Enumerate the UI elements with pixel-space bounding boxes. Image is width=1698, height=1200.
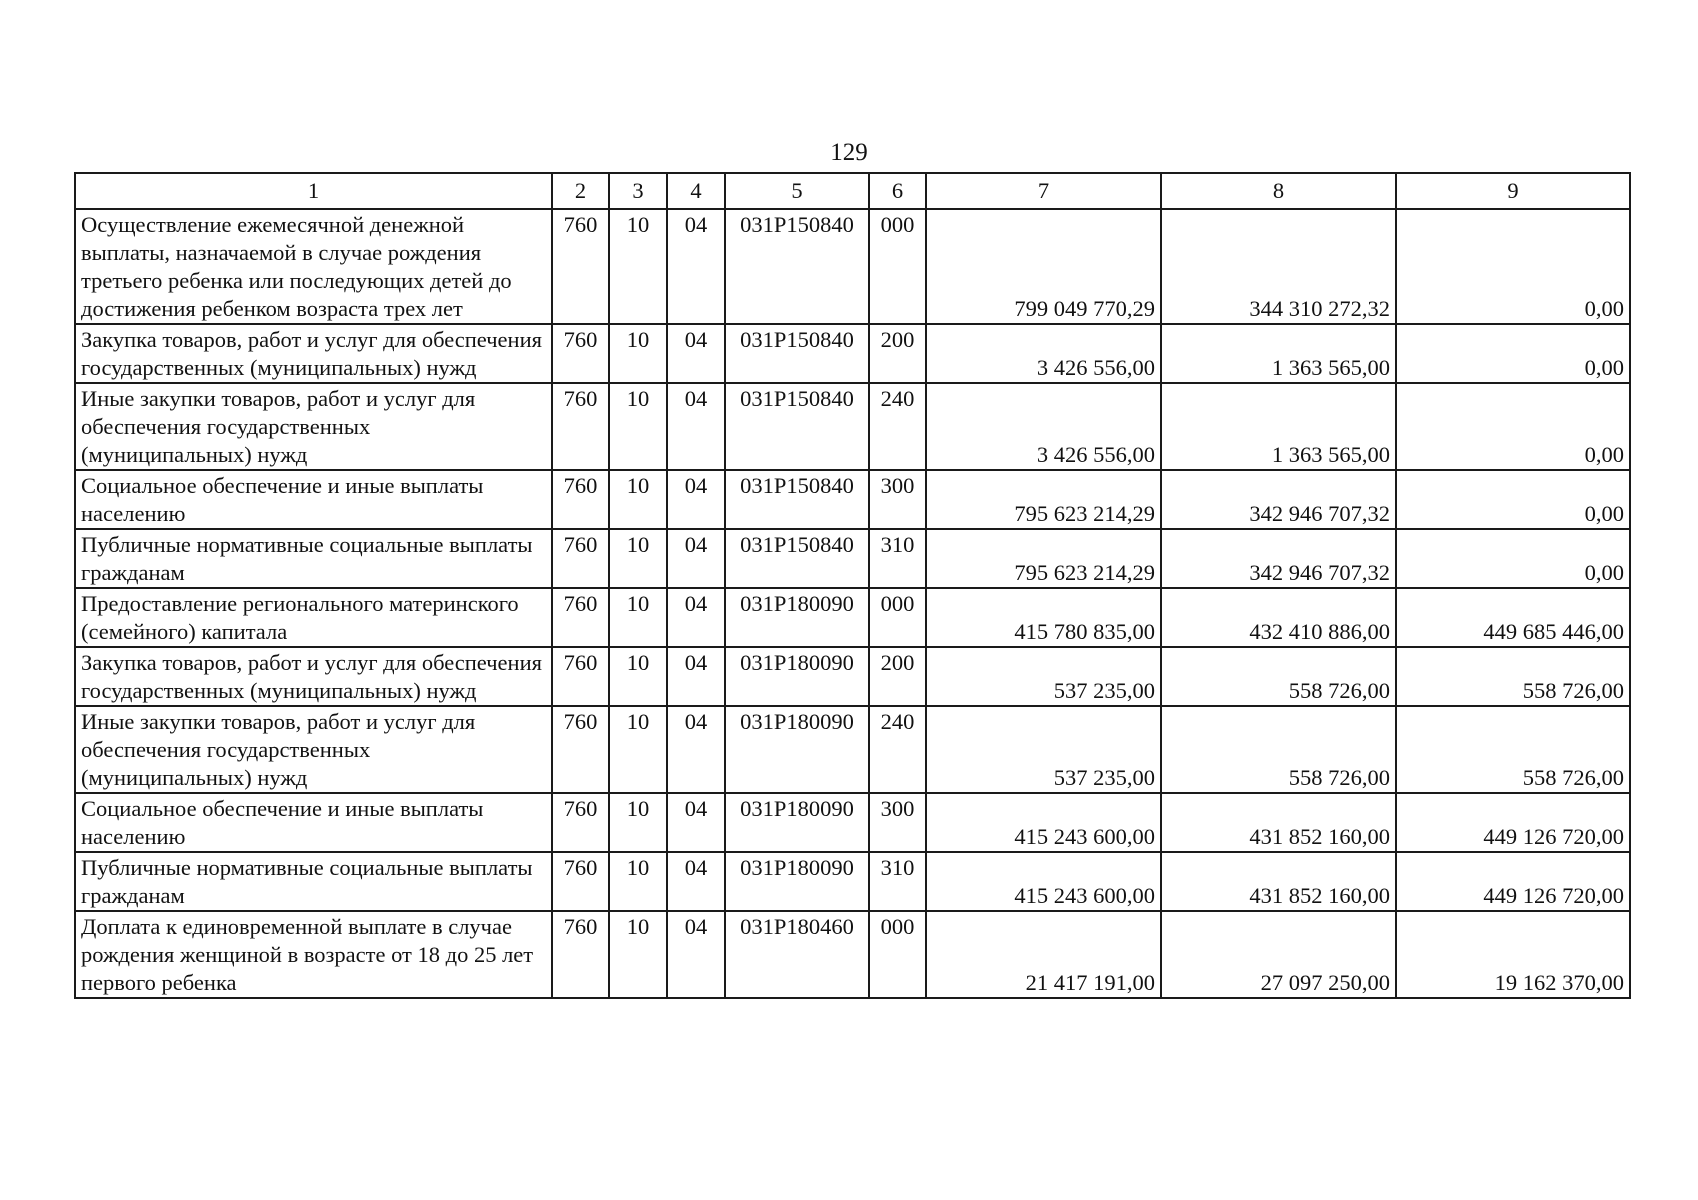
expense-type-code: 310 <box>869 529 926 588</box>
ministry-code: 760 <box>552 529 609 588</box>
ministry-code: 760 <box>552 793 609 852</box>
amount-col8: 431 852 160,00 <box>1161 852 1396 911</box>
header-cell: 3 <box>609 173 667 209</box>
expense-type-code: 200 <box>869 647 926 706</box>
section-code: 10 <box>609 324 667 383</box>
target-article-code: 031Р180090 <box>725 793 869 852</box>
ministry-code: 760 <box>552 383 609 470</box>
table-row <box>75 852 1630 911</box>
section-code: 10 <box>609 852 667 911</box>
expense-type-code: 240 <box>869 706 926 793</box>
amount-col7: 537 235,00 <box>926 647 1161 706</box>
amount-col7: 3 426 556,00 <box>926 324 1161 383</box>
header-cell: 7 <box>926 173 1161 209</box>
subsection-code: 04 <box>667 911 725 998</box>
header-cell: 4 <box>667 173 725 209</box>
target-article-code: 031Р180090 <box>725 647 869 706</box>
amount-col9: 0,00 <box>1396 470 1630 529</box>
header-cell: 1 <box>75 173 552 209</box>
subsection-code: 04 <box>667 383 725 470</box>
amount-col8: 344 310 272,32 <box>1161 209 1396 324</box>
table-row <box>75 706 1630 793</box>
amount-col9: 19 162 370,00 <box>1396 911 1630 998</box>
target-article-code: 031Р180090 <box>725 852 869 911</box>
amount-col7: 415 780 835,00 <box>926 588 1161 647</box>
expense-name: Социальное обеспечение и иные выплаты населению <box>75 793 552 852</box>
amount-col7: 3 426 556,00 <box>926 383 1161 470</box>
subsection-code: 04 <box>667 470 725 529</box>
budget-table <box>74 172 1631 999</box>
table-row <box>75 324 1630 383</box>
ministry-code: 760 <box>552 324 609 383</box>
section-code: 10 <box>609 911 667 998</box>
target-article-code: 031Р150840 <box>725 383 869 470</box>
subsection-code: 04 <box>667 852 725 911</box>
amount-col7: 537 235,00 <box>926 706 1161 793</box>
target-article-code: 031Р180090 <box>725 588 869 647</box>
header-cell: 9 <box>1396 173 1630 209</box>
section-code: 10 <box>609 793 667 852</box>
section-code: 10 <box>609 209 667 324</box>
expense-name: Социальное обеспечение и иные выплаты населению <box>75 470 552 529</box>
target-article-code: 031Р180460 <box>725 911 869 998</box>
ministry-code: 760 <box>552 706 609 793</box>
subsection-code: 04 <box>667 209 725 324</box>
amount-col9: 558 726,00 <box>1396 647 1630 706</box>
amount-col7: 795 623 214,29 <box>926 470 1161 529</box>
expense-name: Публичные нормативные социальные выплаты гражданам <box>75 529 552 588</box>
section-code: 10 <box>609 588 667 647</box>
amount-col9: 449 126 720,00 <box>1396 793 1630 852</box>
table-row <box>75 529 1630 588</box>
expense-type-code: 240 <box>869 383 926 470</box>
expense-name: Публичные нормативные социальные выплаты гражданам <box>75 852 552 911</box>
subsection-code: 04 <box>667 529 725 588</box>
amount-col7: 415 243 600,00 <box>926 852 1161 911</box>
table-row <box>75 588 1630 647</box>
subsection-code: 04 <box>667 588 725 647</box>
amount-col9: 0,00 <box>1396 529 1630 588</box>
target-article-code: 031Р150840 <box>725 209 869 324</box>
section-code: 10 <box>609 529 667 588</box>
section-code: 10 <box>609 470 667 529</box>
expense-type-code: 200 <box>869 324 926 383</box>
amount-col8: 558 726,00 <box>1161 706 1396 793</box>
header-cell: 6 <box>869 173 926 209</box>
subsection-code: 04 <box>667 706 725 793</box>
amount-col8: 431 852 160,00 <box>1161 793 1396 852</box>
amount-col7: 795 623 214,29 <box>926 529 1161 588</box>
section-code: 10 <box>609 383 667 470</box>
amount-col9: 449 685 446,00 <box>1396 588 1630 647</box>
header-row <box>75 173 1630 209</box>
amount-col8: 342 946 707,32 <box>1161 470 1396 529</box>
page-number: 129 <box>830 139 868 166</box>
amount-col7: 415 243 600,00 <box>926 793 1161 852</box>
ministry-code: 760 <box>552 911 609 998</box>
expense-name: Иные закупки товаров, работ и услуг для обеспечения государственных (муниципальных) нужд <box>75 383 552 470</box>
amount-col9: 558 726,00 <box>1396 706 1630 793</box>
expense-type-code: 000 <box>869 588 926 647</box>
subsection-code: 04 <box>667 793 725 852</box>
table-row <box>75 209 1630 324</box>
table-row <box>75 647 1630 706</box>
ministry-code: 760 <box>552 470 609 529</box>
table-row <box>75 383 1630 470</box>
target-article-code: 031Р150840 <box>725 324 869 383</box>
ministry-code: 760 <box>552 209 609 324</box>
table-row <box>75 911 1630 998</box>
expense-name: Иные закупки товаров, работ и услуг для обеспечения государственных (муниципальных) нужд <box>75 706 552 793</box>
table-row <box>75 793 1630 852</box>
amount-col8: 558 726,00 <box>1161 647 1396 706</box>
expense-type-code: 000 <box>869 911 926 998</box>
section-code: 10 <box>609 647 667 706</box>
expense-name: Закупка товаров, работ и услуг для обеспечения государственных (муниципальных) нужд <box>75 324 552 383</box>
target-article-code: 031Р150840 <box>725 529 869 588</box>
amount-col8: 1 363 565,00 <box>1161 383 1396 470</box>
expense-type-code: 300 <box>869 470 926 529</box>
amount-col9: 0,00 <box>1396 324 1630 383</box>
expense-type-code: 310 <box>869 852 926 911</box>
expense-name: Закупка товаров, работ и услуг для обеспечения государственных (муниципальных) нужд <box>75 647 552 706</box>
amount-col8: 342 946 707,32 <box>1161 529 1396 588</box>
amount-col7: 21 417 191,00 <box>926 911 1161 998</box>
header-cell: 5 <box>725 173 869 209</box>
table-row <box>75 470 1630 529</box>
amount-col8: 27 097 250,00 <box>1161 911 1396 998</box>
target-article-code: 031Р150840 <box>725 470 869 529</box>
expense-type-code: 000 <box>869 209 926 324</box>
ministry-code: 760 <box>552 647 609 706</box>
amount-col9: 0,00 <box>1396 383 1630 470</box>
section-code: 10 <box>609 706 667 793</box>
amount-col7: 799 049 770,29 <box>926 209 1161 324</box>
expense-name: Доплата к единовременной выплате в случае рождения женщиной в возрасте от 18 до 25 лет первого ребенка <box>75 911 552 998</box>
expense-type-code: 300 <box>869 793 926 852</box>
subsection-code: 04 <box>667 324 725 383</box>
target-article-code: 031Р180090 <box>725 706 869 793</box>
amount-col8: 432 410 886,00 <box>1161 588 1396 647</box>
amount-col9: 449 126 720,00 <box>1396 852 1630 911</box>
expense-name: Предоставление регионального материнского (семейного) капитала <box>75 588 552 647</box>
amount-col8: 1 363 565,00 <box>1161 324 1396 383</box>
ministry-code: 760 <box>552 588 609 647</box>
header-cell: 8 <box>1161 173 1396 209</box>
ministry-code: 760 <box>552 852 609 911</box>
header-cell: 2 <box>552 173 609 209</box>
expense-name: Осуществление ежемесячной денежной выплаты, назначаемой в случае рождения третьего ребенка или последующих детей до достижения ребенком возраста трех лет <box>75 209 552 324</box>
amount-col9: 0,00 <box>1396 209 1630 324</box>
subsection-code: 04 <box>667 647 725 706</box>
